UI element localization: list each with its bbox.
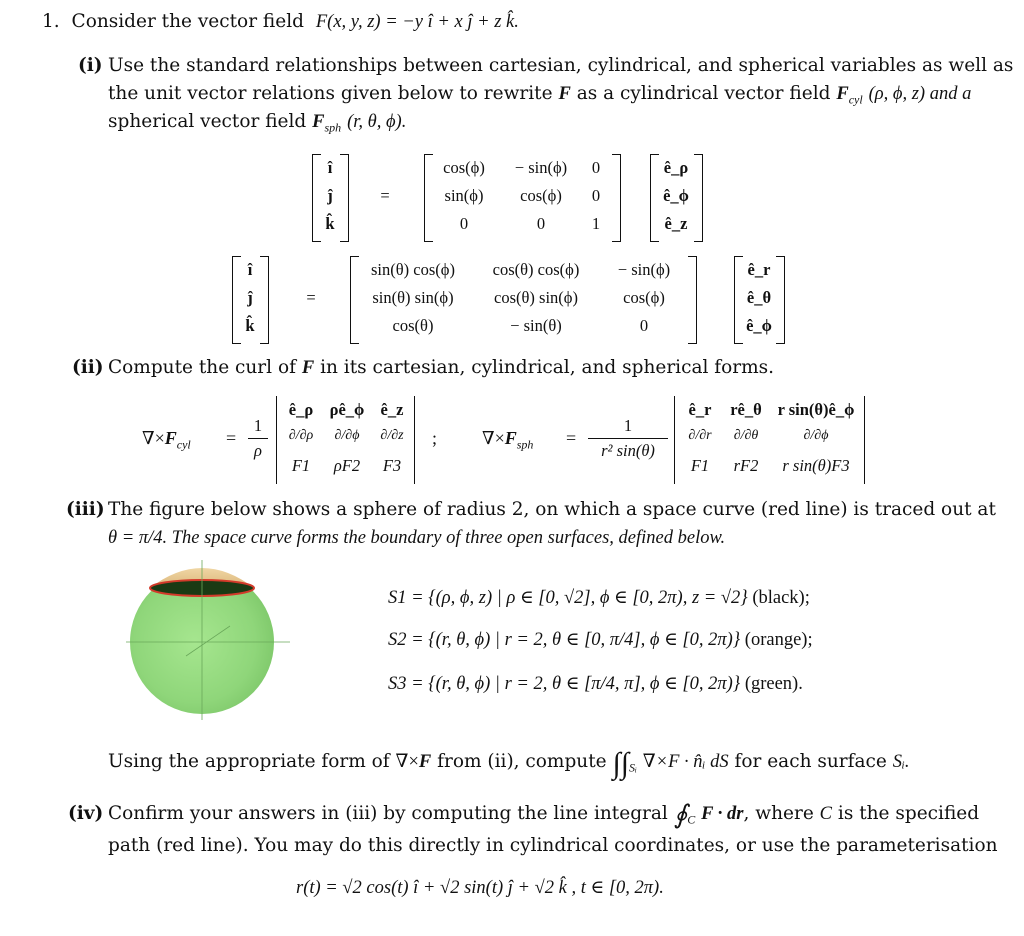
- separator: ;: [432, 428, 438, 448]
- rhs-e-phi: ê_ϕ: [746, 316, 772, 335]
- det-cell: F1: [690, 456, 710, 475]
- matrix-cell: cos(ϕ): [623, 288, 665, 307]
- matrix-cell: cos(θ): [392, 316, 434, 335]
- equals-sign: =: [566, 428, 577, 448]
- part-ii-text: Compute the curl of F in its cartesian, cylindrical, and spherical forms.: [108, 357, 775, 378]
- det-cell: ∂/∂ρ: [288, 428, 314, 443]
- determinant-bar: [674, 396, 675, 484]
- det-cell: r sin(θ)ê_ϕ: [777, 400, 855, 419]
- determinant-bar: [864, 396, 865, 484]
- det-cell: ρê_ϕ: [329, 400, 365, 419]
- problem-number: 1.: [42, 11, 60, 32]
- det-cell: ê_r: [688, 400, 712, 419]
- part-i-line2: the unit vector relations given below to rewrite F as a cylindrical vector field $F_{cyl}$ (ρ, ϕ, z) and a: [108, 83, 972, 107]
- matrix-cell: cos(ϕ): [443, 158, 485, 177]
- surface-s3: S3 = {(r, θ, ϕ) | r = 2, θ ∈ [π/4, π], ϕ ∈ [0, 2π)} (green).: [388, 674, 803, 694]
- double-integral-sign: ∫∫: [612, 747, 629, 780]
- curl-cylindrical: [140, 394, 440, 486]
- det-cell: rê_θ: [730, 400, 762, 419]
- matrix-cell: sin(θ) cos(ϕ): [371, 260, 455, 279]
- unit-vector-matrix-sph: [220, 254, 800, 346]
- curl-lhs: $\nabla\times F_{cyl}$: [142, 428, 191, 452]
- problem-intro: Consider the vector field: [71, 11, 304, 32]
- det-cell: ê_ρ: [288, 400, 314, 419]
- part-ii-label: (ii): [72, 357, 104, 378]
- equals-sign: =: [226, 428, 237, 448]
- lhs-k: k̂: [325, 214, 335, 233]
- matrix-cell: 1: [591, 214, 601, 233]
- matrix-cell: 0: [639, 316, 649, 335]
- matrix-cell: 0: [459, 214, 469, 233]
- fraction: 1 ρ: [248, 416, 268, 461]
- part-i-label: (i): [78, 55, 103, 76]
- surface-s2: S2 = {(r, θ, ϕ) | r = 2, θ ∈ [0, π/4], ϕ ∈ [0, 2π)} (orange);: [388, 630, 813, 650]
- part-iv-label: (iv): [68, 803, 104, 824]
- fraction: 1 r² sin(θ): [588, 416, 668, 461]
- det-cell: ∂/∂z: [380, 428, 404, 443]
- matrix-cell: cos(θ) cos(ϕ): [492, 260, 580, 279]
- contour-integral-sign: ∮: [673, 800, 688, 829]
- bracket-right: [612, 154, 621, 242]
- determinant-bar: [414, 396, 415, 484]
- part-iii-label: (iii): [66, 499, 105, 520]
- curl-spherical: [480, 394, 880, 486]
- surface-s1: S1 = {(ρ, ϕ, z) | ρ ∈ [0, √2], ϕ ∈ [0, 2π), z = √2} (black);: [388, 588, 810, 608]
- bracket-right: [688, 256, 697, 344]
- rhs-e-r: ê_r: [747, 260, 771, 279]
- rhs-e-phi: ê_ϕ: [663, 186, 689, 205]
- equals-sign: =: [306, 288, 316, 307]
- lhs-j: ĵ: [327, 186, 333, 205]
- matrix-cell: cos(ϕ): [520, 186, 562, 205]
- problem-header: [42, 8, 519, 36]
- det-cell: F3: [382, 456, 402, 475]
- lhs-i: î: [327, 158, 333, 177]
- part-iii-instruction: Using the appropriate form of ∇×F from (ii), compute $\int\int_{Sᵢ}$ ∇×F · n̂ᵢ dS for each surface Sᵢ.: [108, 747, 910, 780]
- part-iii-line2: θ = π/4. The space curve forms the boundary of three open surfaces, defined below.: [108, 528, 726, 548]
- part-iv-line1: Confirm your answers in (iii) by computing the line integral $∮_C$ F · dr, where C is the specified: [108, 800, 980, 829]
- matrix-cell: − sin(ϕ): [514, 158, 568, 177]
- curl-lhs: $\nabla\times F_{sph}$: [482, 428, 534, 452]
- matrix-cell: 0: [536, 214, 546, 233]
- det-cell: ∂/∂r: [688, 428, 712, 443]
- determinant-bar: [276, 396, 277, 484]
- det-cell: ê_z: [380, 400, 404, 419]
- lhs-i: î: [247, 260, 253, 279]
- det-cell: ∂/∂ϕ: [334, 428, 360, 443]
- part-iv-line2: path (red line). You may do this directly in cylindrical coordinates, or use the parameterisation: [108, 835, 998, 856]
- parameterisation: r(t) = √2 cos(t) î + √2 sin(t) ĵ + √2 k̂ , t ∈ [0, 2π).: [296, 878, 664, 898]
- det-cell: r sin(θ)F3: [782, 456, 850, 475]
- matrix-cell: − sin(θ): [510, 316, 562, 335]
- part-i-line1: Use the standard relationships between cartesian, cylindrical, and spherical variables as well as: [108, 55, 1014, 76]
- det-cell: ρF2: [333, 456, 361, 475]
- equals-sign: =: [380, 186, 390, 205]
- part-iii-line1: The figure below shows a sphere of radius 2, on which a space curve (red line) is traced out at: [108, 499, 996, 520]
- rhs-e-z: ê_z: [664, 214, 688, 233]
- unit-vector-matrix-cyl: [300, 152, 720, 244]
- sphere-figure: [126, 560, 290, 720]
- det-cell: ∂/∂θ: [733, 428, 759, 443]
- matrix-cell: sin(θ) sin(ϕ): [372, 288, 454, 307]
- matrix-cell: sin(ϕ): [444, 186, 484, 205]
- part-i-line3: spherical vector field $F_{sph}$ (r, θ, ϕ).: [108, 111, 407, 135]
- matrix-cell: 0: [591, 158, 601, 177]
- rhs-e-theta: ê_θ: [746, 288, 772, 307]
- det-cell: rF2: [733, 456, 759, 475]
- matrix-cell: − sin(ϕ): [617, 260, 671, 279]
- rhs-e-rho: ê_ρ: [663, 158, 689, 177]
- det-cell: F1: [291, 456, 311, 475]
- det-cell: ∂/∂ϕ: [803, 428, 829, 443]
- matrix-cell: 0: [591, 186, 601, 205]
- lhs-j: ĵ: [247, 288, 253, 307]
- field-definition: F(x, y, z) = −y î + x ĵ + z k̂.: [315, 12, 519, 32]
- lhs-k: k̂: [245, 316, 255, 335]
- matrix-cell: cos(θ) sin(ϕ): [494, 288, 578, 307]
